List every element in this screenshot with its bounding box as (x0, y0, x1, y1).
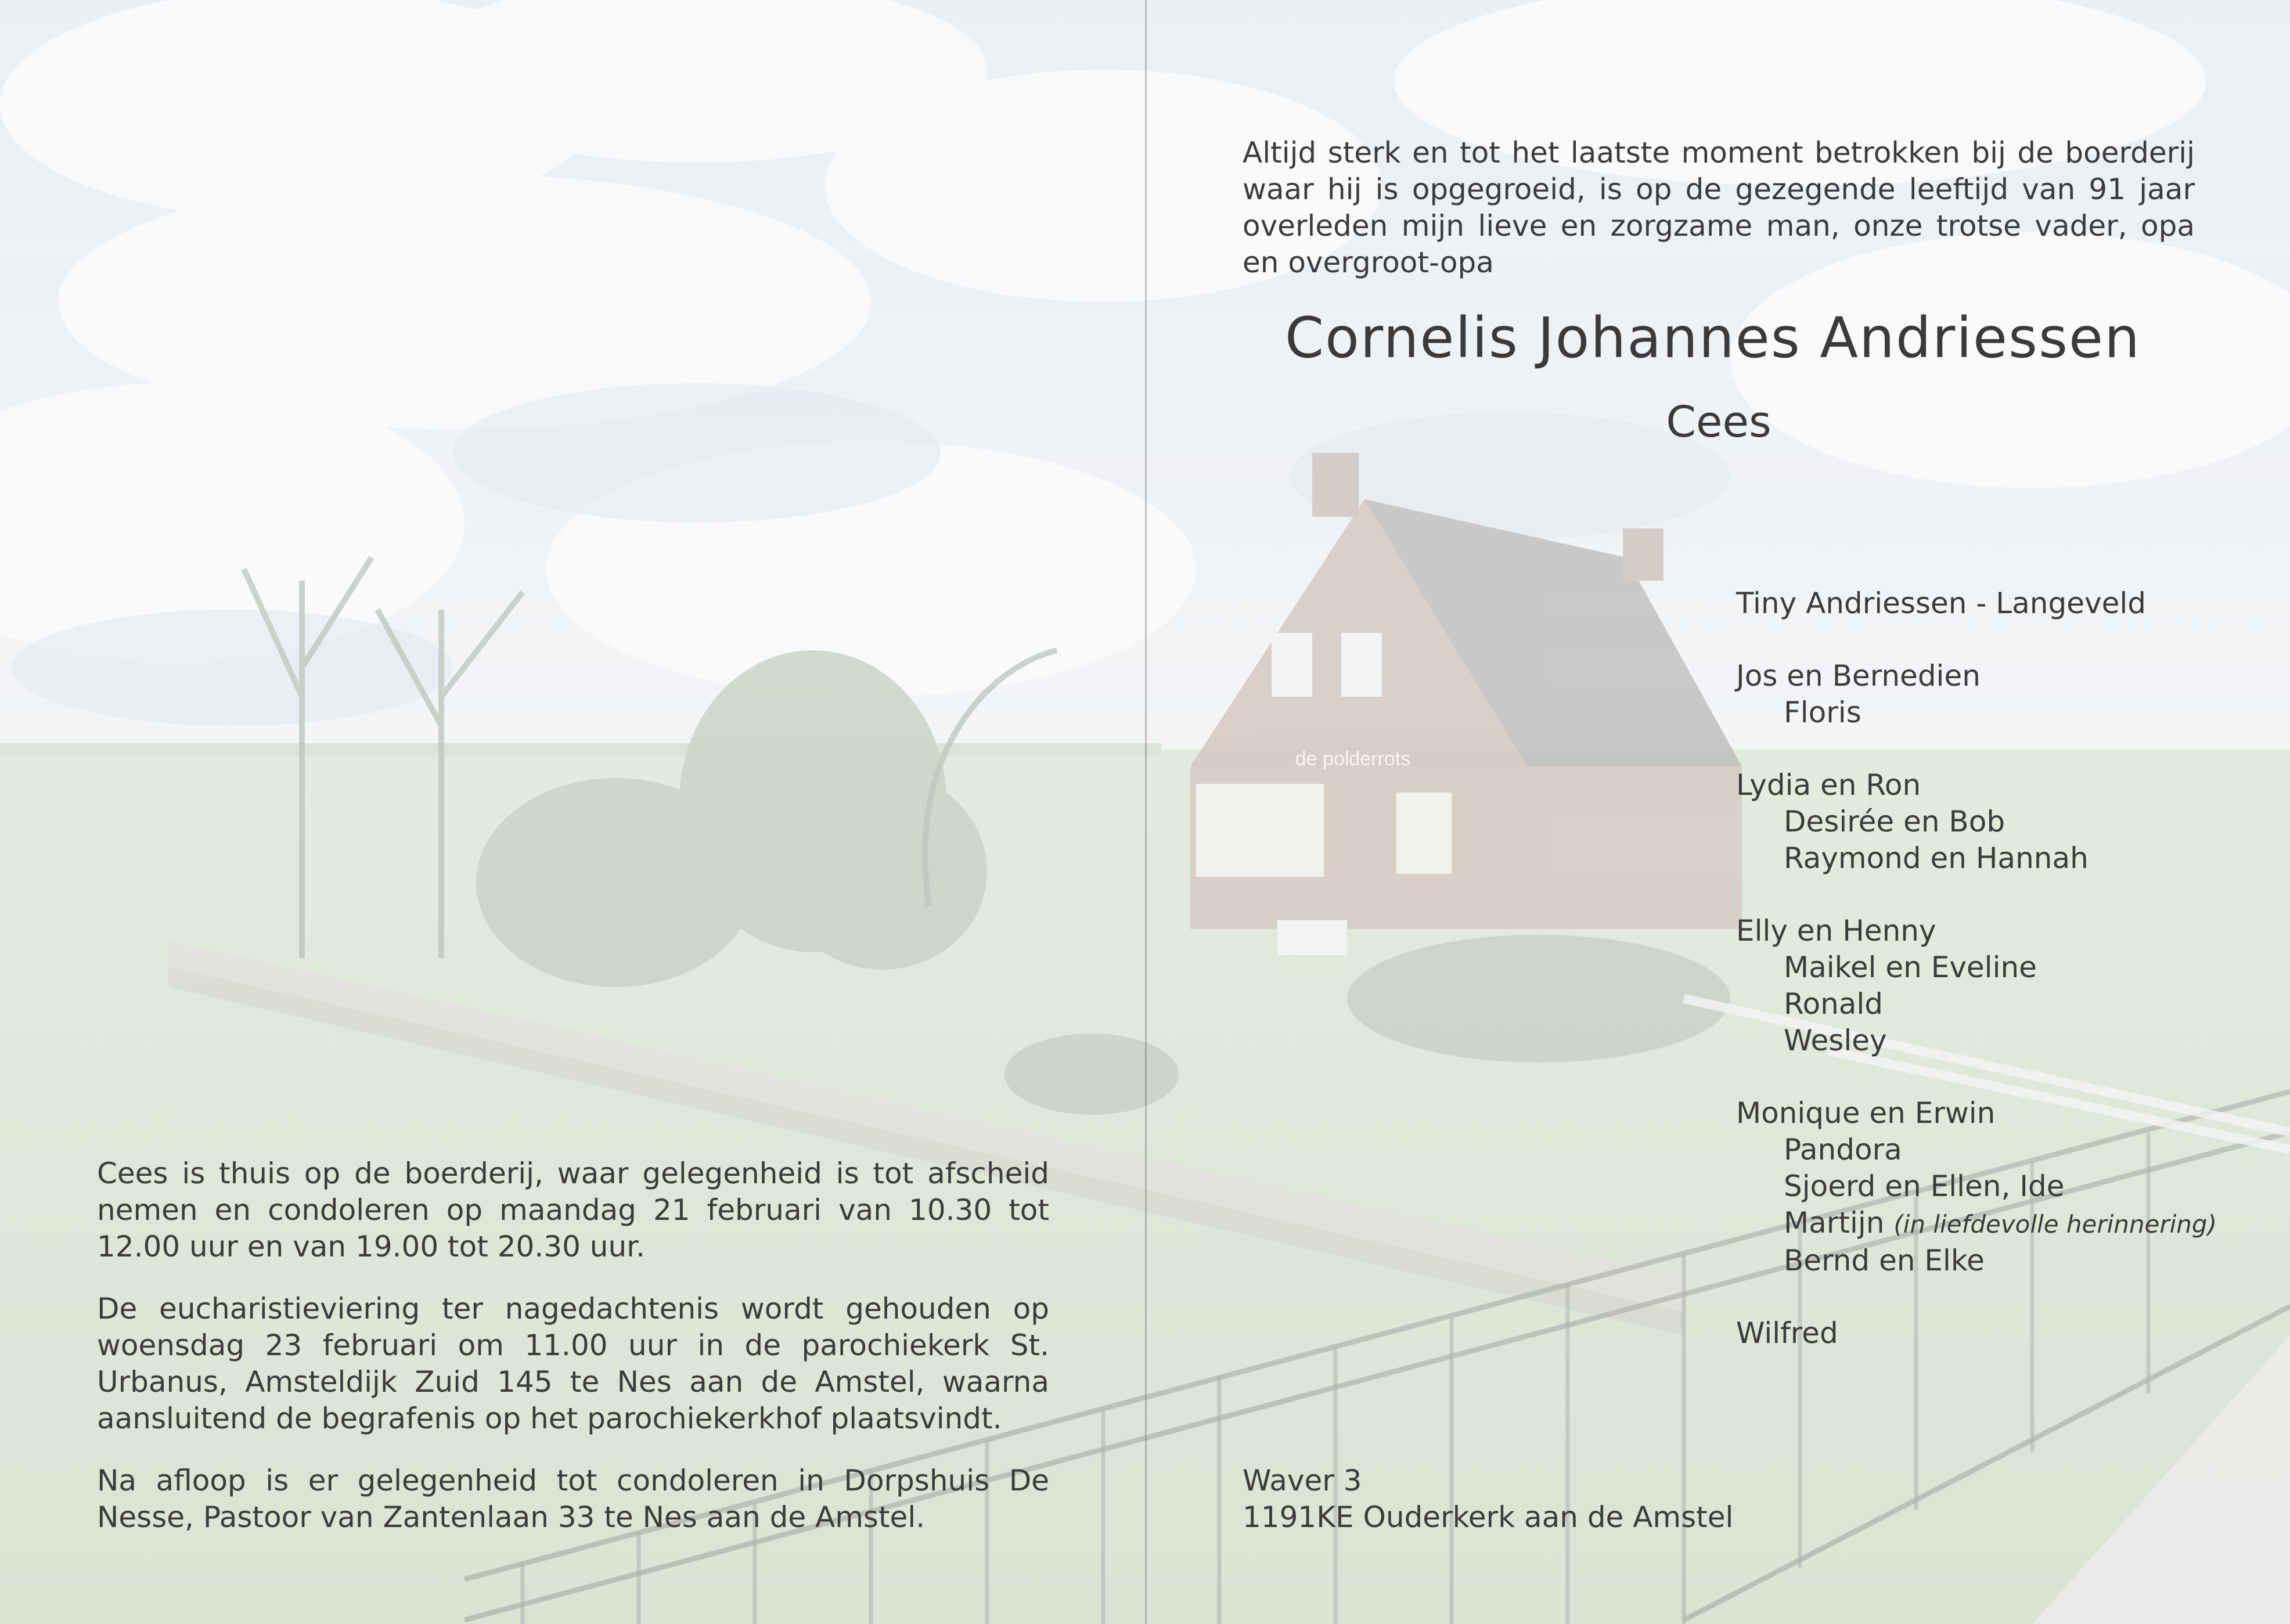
family-member (1736, 1243, 2259, 1279)
family-member (1736, 986, 2259, 1022)
page-fold-line (1145, 0, 1147, 1624)
family-member-name: Wesley (1784, 1024, 1887, 1057)
family-group (1736, 585, 2259, 622)
intro-paragraph (1243, 135, 2195, 307)
family-member-name: Maikel en Eveline (1784, 950, 2037, 984)
family-group-head: Tiny Andriessen - Langeveld (1736, 586, 2146, 620)
family-group (1736, 913, 2259, 1059)
family-member (1736, 1168, 2259, 1205)
family-list (1736, 585, 2259, 1388)
family-member-name: Martijn (1784, 1206, 1885, 1240)
deceased-nickname: Cees (1666, 397, 1771, 447)
family-member (1736, 694, 2259, 731)
family-group-head: Wilfred (1736, 1316, 1838, 1350)
family-group-head: Lydia en Ron (1736, 768, 1921, 802)
address-block (1243, 1463, 1765, 1536)
deceased-name: Cornelis Johannes Andriessen (1285, 305, 2141, 370)
family-member-name: Ronald (1784, 987, 1884, 1021)
family-group-head: Monique en Erwin (1736, 1096, 1996, 1130)
family-member (1736, 1132, 2259, 1168)
family-member-name: Bernd en Elke (1784, 1244, 1985, 1277)
family-group (1736, 658, 2259, 731)
notice-paragraph: De eucharistieviering ter nagedachtenis wordt gehouden op woensdag 23 februari om 11.00 uur in de parochiekerk St. Urbanus, Amsteldijk Zuid 145 te Nes aan de Amstel, waarna aansluitend de begrafenis op het parochiekerkhof plaatsvindt. (97, 1292, 1049, 1435)
address-line-1: Waver 3 (1243, 1464, 1362, 1497)
family-member (1736, 1205, 2259, 1243)
family-member (1736, 840, 2259, 877)
family-group (1736, 1095, 2259, 1279)
family-member (1736, 949, 2259, 986)
notice-section (97, 1155, 1049, 1561)
family-group (1736, 767, 2259, 877)
family-group-head: Elly en Henny (1736, 914, 1936, 948)
family-member (1736, 804, 2259, 840)
family-member-name: Pandora (1784, 1133, 1902, 1166)
family-member-note: (in liefdevolle herinnering) (1893, 1210, 2217, 1238)
notice-paragraph: Cees is thuis op de boerderij, waar gelegenheid is tot afscheid nemen en condoleren op maandag 21 februari van 10.30 tot 12.00 uur en van 19.00 tot 20.30 uur. (97, 1157, 1049, 1263)
family-member (1736, 1022, 2259, 1059)
family-member-name: Floris (1784, 696, 1861, 729)
family-member-name: Desirée en Bob (1784, 805, 2005, 838)
address-line-2: 1191KE Ouderkerk aan de Amstel (1243, 1500, 1734, 1534)
family-member-name: Raymond en Hannah (1784, 841, 2089, 875)
family-member-name: Sjoerd en Ellen, Ide (1784, 1169, 2065, 1203)
notice-paragraph: Na afloop is er gelegenheid tot condoleren in Dorpshuis De Nesse, Pastoor van Zantenlaan 33 te Nes aan de Amstel. (97, 1464, 1049, 1534)
family-group-head: Jos en Bernedien (1736, 659, 1981, 693)
family-group (1736, 1315, 2259, 1352)
intro-text: Altijd sterk en tot het laatste moment betrokken bij de boerderij waar hij is opgegroeid, is op de gezegende leeftijd van 91 jaar overleden mijn lieve en zorgzame man, onze trotse vader, opa en overgroot-opa (1243, 136, 2195, 279)
